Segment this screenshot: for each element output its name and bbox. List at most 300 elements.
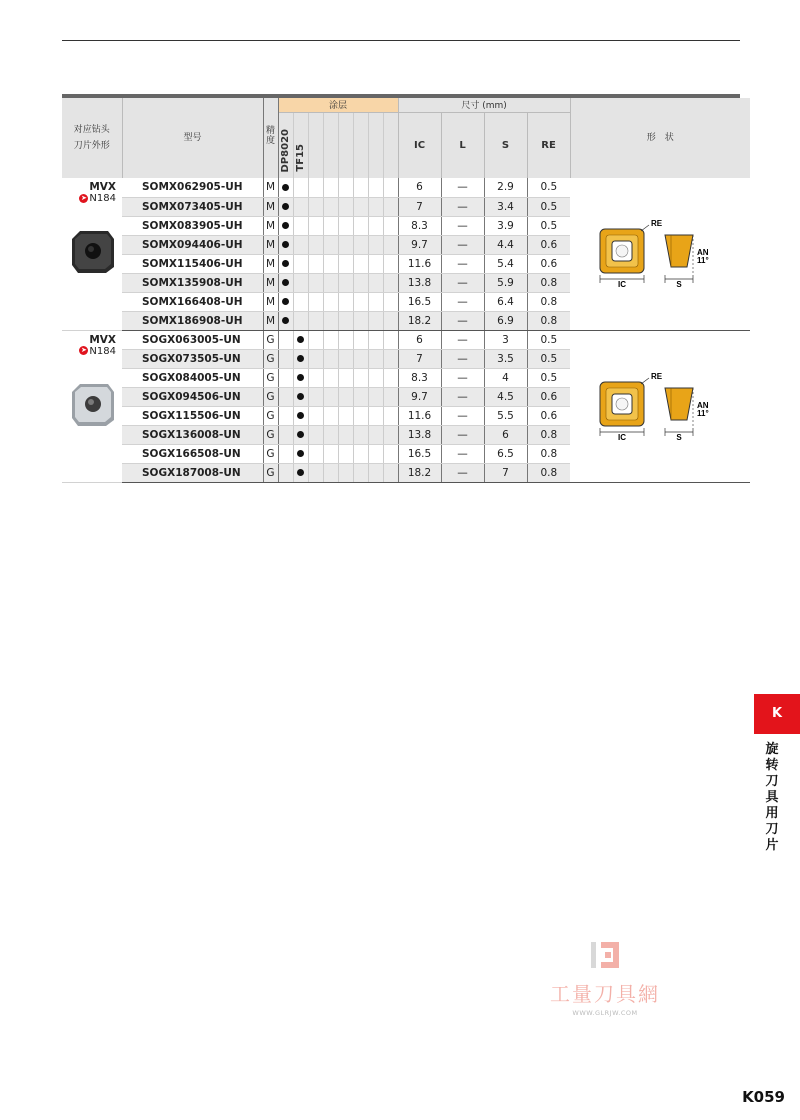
coating-empty-cell bbox=[383, 254, 398, 273]
coating-empty-cell bbox=[368, 349, 383, 368]
header-model: 型号 bbox=[122, 98, 263, 178]
dim-l-cell: — bbox=[441, 425, 484, 444]
svg-text:11°: 11° bbox=[697, 256, 709, 266]
coating-empty-cell bbox=[383, 463, 398, 482]
dim-re-cell: 0.5 bbox=[527, 349, 570, 368]
coating-empty-cell bbox=[323, 425, 338, 444]
coating-empty-cell bbox=[383, 387, 398, 406]
dim-ic-cell: 11.6 bbox=[398, 406, 441, 425]
coating-empty-cell bbox=[308, 444, 323, 463]
dim-l-cell: — bbox=[441, 349, 484, 368]
coating-dp8020-cell bbox=[278, 216, 293, 235]
coating-tf15-cell bbox=[293, 330, 308, 349]
section-tab-label: 旋转刀具用刀片 bbox=[765, 742, 779, 853]
watermark-url: WWW.GLRJW.COM bbox=[572, 1009, 638, 1017]
coating-empty-cell bbox=[338, 254, 353, 273]
header-coating-tf15-label: TF15 bbox=[295, 144, 306, 172]
coating-empty-cell bbox=[308, 368, 323, 387]
page-number: K059 bbox=[742, 1088, 785, 1106]
coating-empty-cell bbox=[308, 311, 323, 330]
dim-ic-cell: 7 bbox=[398, 349, 441, 368]
coating-dp8020-cell bbox=[278, 197, 293, 216]
coating-empty-cell bbox=[368, 292, 383, 311]
coating-empty-cell bbox=[308, 273, 323, 292]
coating-empty-cell bbox=[308, 292, 323, 311]
coating-empty-cell bbox=[338, 216, 353, 235]
coating-empty-cell bbox=[308, 463, 323, 482]
svg-text:S: S bbox=[676, 280, 682, 288]
dim-l-cell: — bbox=[441, 330, 484, 349]
coating-empty-cell bbox=[338, 330, 353, 349]
coating-empty-cell bbox=[338, 273, 353, 292]
coating-empty-cell bbox=[308, 330, 323, 349]
watermark-title: 工量刀具網 bbox=[550, 982, 660, 1006]
coating-empty-cell bbox=[353, 254, 368, 273]
header-shape: 形 状 bbox=[570, 98, 750, 178]
drill-ref-text: N184 bbox=[89, 345, 116, 357]
dim-re-cell: 0.5 bbox=[527, 368, 570, 387]
coating-empty-cell bbox=[353, 444, 368, 463]
svg-text:11°: 11° bbox=[697, 408, 709, 418]
shape-drawing-cell bbox=[570, 330, 750, 482]
drill-name: MVX bbox=[89, 333, 116, 346]
availability-dot-icon bbox=[297, 393, 304, 400]
dim-re-cell: 0.8 bbox=[527, 425, 570, 444]
coating-empty-cell bbox=[383, 178, 398, 197]
coating-empty-cell bbox=[308, 216, 323, 235]
grade-cell: M bbox=[263, 292, 278, 311]
drill-ref-link[interactable] bbox=[62, 193, 122, 205]
coating-empty-cell bbox=[323, 292, 338, 311]
grade-cell: G bbox=[263, 425, 278, 444]
grade-cell: G bbox=[263, 406, 278, 425]
coating-dp8020-cell bbox=[278, 444, 293, 463]
watermark-logo-icon bbox=[585, 940, 625, 970]
coating-tf15-cell bbox=[293, 216, 308, 235]
coating-empty-cell bbox=[308, 197, 323, 216]
dim-re-cell: 0.6 bbox=[527, 406, 570, 425]
availability-dot-icon bbox=[297, 412, 304, 419]
coating-empty-cell bbox=[383, 406, 398, 425]
coating-empty-cell bbox=[323, 463, 338, 482]
dim-ic-cell: 13.8 bbox=[398, 273, 441, 292]
model-cell: SOMX073405-UH bbox=[122, 197, 263, 216]
model-cell: SOMX083905-UH bbox=[122, 216, 263, 235]
header-dim-ic: IC bbox=[398, 112, 441, 178]
grade-cell: G bbox=[263, 330, 278, 349]
coating-empty-cell bbox=[383, 273, 398, 292]
insert-drawing bbox=[570, 217, 750, 290]
model-cell: SOGX115506-UN bbox=[122, 406, 263, 425]
grade-cell: M bbox=[263, 235, 278, 254]
dim-s-cell: 3.9 bbox=[484, 216, 527, 235]
coating-empty-cell bbox=[353, 349, 368, 368]
dim-ic-cell: 13.8 bbox=[398, 425, 441, 444]
coating-empty-cell bbox=[383, 292, 398, 311]
coating-empty-cell bbox=[383, 444, 398, 463]
model-cell: SOMX094406-UH bbox=[122, 235, 263, 254]
svg-text:IC: IC bbox=[618, 280, 627, 288]
coating-empty-cell bbox=[353, 463, 368, 482]
coating-empty-cell bbox=[368, 254, 383, 273]
dim-re-cell: 0.6 bbox=[527, 387, 570, 406]
header-dim-l: L bbox=[441, 112, 484, 178]
dim-s-cell: 3.4 bbox=[484, 197, 527, 216]
dim-l-cell: — bbox=[441, 178, 484, 197]
coating-dp8020-cell bbox=[278, 368, 293, 387]
dim-ic-cell: 7 bbox=[398, 197, 441, 216]
coating-empty-cell bbox=[323, 273, 338, 292]
coating-tf15-cell bbox=[293, 444, 308, 463]
dim-l-cell: — bbox=[441, 254, 484, 273]
coating-empty-cell bbox=[353, 292, 368, 311]
coating-empty-cell bbox=[368, 463, 383, 482]
coating-dp8020-cell bbox=[278, 292, 293, 311]
spec-table-body bbox=[62, 178, 750, 482]
drill-ref-link[interactable] bbox=[62, 346, 122, 358]
model-cell: SOMX135908-UH bbox=[122, 273, 263, 292]
header-grade-label: 精度 bbox=[265, 126, 275, 146]
coating-empty-cell bbox=[368, 330, 383, 349]
dim-re-cell: 0.5 bbox=[527, 216, 570, 235]
dim-ic-cell: 16.5 bbox=[398, 444, 441, 463]
grade-cell: G bbox=[263, 349, 278, 368]
grade-cell: M bbox=[263, 311, 278, 330]
silver-insert-photo bbox=[68, 380, 116, 428]
dim-re-cell: 0.8 bbox=[527, 292, 570, 311]
dim-l-cell: — bbox=[441, 273, 484, 292]
coating-tf15-cell bbox=[293, 463, 308, 482]
coating-empty-cell bbox=[368, 406, 383, 425]
coating-empty-cell bbox=[323, 387, 338, 406]
drill-name: MVX bbox=[89, 181, 116, 193]
source-drill-cell bbox=[62, 178, 122, 330]
coating-empty-cell bbox=[338, 444, 353, 463]
coating-empty-cell bbox=[383, 330, 398, 349]
coating-tf15-cell bbox=[293, 254, 308, 273]
model-cell: SOMX186908-UH bbox=[122, 311, 263, 330]
dim-s-cell: 5.5 bbox=[484, 406, 527, 425]
coating-empty-cell bbox=[383, 349, 398, 368]
coating-empty-cell bbox=[338, 349, 353, 368]
coating-dp8020-cell bbox=[278, 463, 293, 482]
coating-empty-cell bbox=[308, 349, 323, 368]
coating-empty-cell bbox=[338, 368, 353, 387]
coating-empty-cell bbox=[338, 463, 353, 482]
coating-empty-cell bbox=[368, 444, 383, 463]
coating-empty-cell bbox=[338, 425, 353, 444]
coating-empty-cell bbox=[383, 197, 398, 216]
model-cell: SOGX084005-UN bbox=[122, 368, 263, 387]
coating-empty-cell bbox=[353, 368, 368, 387]
dim-re-cell: 0.5 bbox=[527, 330, 570, 349]
drill-ref-text: N184 bbox=[89, 193, 116, 204]
svg-text:AN: AN bbox=[697, 248, 709, 258]
coating-empty-cell bbox=[323, 216, 338, 235]
svg-text:AN: AN bbox=[697, 400, 709, 410]
dim-ic-cell: 6 bbox=[398, 330, 441, 349]
dim-ic-cell: 18.2 bbox=[398, 311, 441, 330]
dim-l-cell: — bbox=[441, 311, 484, 330]
dim-re-cell: 0.5 bbox=[527, 197, 570, 216]
grade-cell: M bbox=[263, 216, 278, 235]
dim-ic-cell: 6 bbox=[398, 178, 441, 197]
availability-dot-icon bbox=[297, 469, 304, 476]
coating-empty-cell bbox=[308, 425, 323, 444]
coating-tf15-cell bbox=[293, 311, 308, 330]
coating-dp8020-cell bbox=[278, 254, 293, 273]
grade-cell: G bbox=[263, 444, 278, 463]
coating-empty-cell bbox=[323, 311, 338, 330]
coating-dp8020-cell bbox=[278, 425, 293, 444]
source-drill-cell bbox=[62, 330, 122, 482]
availability-dot-icon bbox=[297, 336, 304, 343]
dim-ic-cell: 11.6 bbox=[398, 254, 441, 273]
header-dim-s: S bbox=[484, 112, 527, 178]
coating-empty-cell bbox=[323, 406, 338, 425]
coating-empty-cell bbox=[353, 178, 368, 197]
watermark bbox=[530, 940, 680, 1017]
model-cell: SOGX136008-UN bbox=[122, 425, 263, 444]
dim-ic-cell: 8.3 bbox=[398, 216, 441, 235]
spec-table bbox=[62, 98, 750, 483]
coating-dp8020-cell bbox=[278, 349, 293, 368]
coating-empty-cell bbox=[368, 368, 383, 387]
dim-l-cell: — bbox=[441, 368, 484, 387]
dim-re-cell: 0.8 bbox=[527, 463, 570, 482]
coating-empty-cell bbox=[323, 444, 338, 463]
header-coating-empty bbox=[383, 112, 398, 178]
coating-empty-cell bbox=[353, 425, 368, 444]
grade-cell: M bbox=[263, 254, 278, 273]
svg-text:S: S bbox=[676, 432, 682, 440]
header-coating-empty bbox=[323, 112, 338, 178]
availability-dot-icon bbox=[282, 241, 289, 248]
dim-s-cell: 6 bbox=[484, 425, 527, 444]
coating-tf15-cell bbox=[293, 178, 308, 197]
coating-empty-cell bbox=[353, 406, 368, 425]
availability-dot-icon bbox=[297, 450, 304, 457]
coating-dp8020-cell bbox=[278, 406, 293, 425]
svg-text:RE: RE bbox=[651, 371, 663, 381]
header-grade bbox=[263, 98, 278, 178]
availability-dot-icon bbox=[282, 203, 289, 210]
availability-dot-icon bbox=[282, 222, 289, 229]
coating-empty-cell bbox=[353, 197, 368, 216]
arrow-right-icon: ➤ bbox=[80, 346, 87, 354]
coating-tf15-cell bbox=[293, 349, 308, 368]
dim-l-cell: — bbox=[441, 235, 484, 254]
dim-ic-cell: 8.3 bbox=[398, 368, 441, 387]
coating-empty-cell bbox=[368, 197, 383, 216]
availability-dot-icon bbox=[282, 298, 289, 305]
coating-tf15-cell bbox=[293, 292, 308, 311]
model-cell: SOMX062905-UH bbox=[122, 178, 263, 197]
dim-s-cell: 6.5 bbox=[484, 444, 527, 463]
coating-dp8020-cell bbox=[278, 330, 293, 349]
coating-empty-cell bbox=[308, 406, 323, 425]
dim-l-cell: — bbox=[441, 292, 484, 311]
coating-dp8020-cell bbox=[278, 387, 293, 406]
coating-empty-cell bbox=[368, 273, 383, 292]
coating-empty-cell bbox=[368, 311, 383, 330]
availability-dot-icon bbox=[297, 431, 304, 438]
table-row bbox=[62, 330, 750, 349]
coating-empty-cell bbox=[368, 425, 383, 444]
dim-l-cell: — bbox=[441, 463, 484, 482]
coating-empty-cell bbox=[323, 330, 338, 349]
dim-re-cell: 0.8 bbox=[527, 444, 570, 463]
coating-empty-cell bbox=[368, 216, 383, 235]
coating-empty-cell bbox=[353, 235, 368, 254]
coating-empty-cell bbox=[338, 292, 353, 311]
dim-l-cell: — bbox=[441, 216, 484, 235]
coating-empty-cell bbox=[323, 349, 338, 368]
dim-ic-cell: 9.7 bbox=[398, 235, 441, 254]
dim-s-cell: 3.5 bbox=[484, 349, 527, 368]
coating-empty-cell bbox=[338, 406, 353, 425]
dim-s-cell: 6.4 bbox=[484, 292, 527, 311]
section-tab-k: K bbox=[754, 694, 800, 734]
availability-dot-icon bbox=[282, 260, 289, 267]
coating-empty-cell bbox=[383, 235, 398, 254]
grade-cell: G bbox=[263, 463, 278, 482]
coating-empty-cell bbox=[323, 178, 338, 197]
dim-l-cell: — bbox=[441, 197, 484, 216]
availability-dot-icon bbox=[282, 279, 289, 286]
dim-s-cell: 4.4 bbox=[484, 235, 527, 254]
coating-tf15-cell bbox=[293, 235, 308, 254]
insert-drawing bbox=[570, 370, 750, 443]
availability-dot-icon bbox=[282, 317, 289, 324]
dim-l-cell: — bbox=[441, 406, 484, 425]
dim-s-cell: 3 bbox=[484, 330, 527, 349]
black-insert-photo bbox=[68, 227, 116, 275]
dim-re-cell: 0.6 bbox=[527, 235, 570, 254]
dim-s-cell: 5.9 bbox=[484, 273, 527, 292]
dim-l-cell: — bbox=[441, 387, 484, 406]
dim-s-cell: 4.5 bbox=[484, 387, 527, 406]
coating-empty-cell bbox=[338, 235, 353, 254]
header-coating-dp8020 bbox=[278, 112, 293, 178]
header-coating: 涂层 bbox=[278, 98, 398, 112]
spec-table-wrap bbox=[62, 94, 740, 483]
coating-dp8020-cell bbox=[278, 178, 293, 197]
coating-empty-cell bbox=[338, 178, 353, 197]
coating-empty-cell bbox=[383, 311, 398, 330]
coating-tf15-cell bbox=[293, 425, 308, 444]
coating-empty-cell bbox=[353, 330, 368, 349]
model-cell: SOGX094506-UN bbox=[122, 387, 263, 406]
grade-cell: M bbox=[263, 178, 278, 197]
coating-empty-cell bbox=[338, 311, 353, 330]
coating-empty-cell bbox=[368, 235, 383, 254]
coating-empty-cell bbox=[323, 254, 338, 273]
header-dim-re: RE bbox=[527, 112, 570, 178]
dim-re-cell: 0.8 bbox=[527, 311, 570, 330]
grade-cell: G bbox=[263, 368, 278, 387]
grade-cell: M bbox=[263, 273, 278, 292]
header-coating-dp8020-label: DP8020 bbox=[280, 128, 291, 172]
coating-tf15-cell bbox=[293, 368, 308, 387]
header-dimension: 尺寸 (mm) bbox=[398, 98, 570, 112]
dim-ic-cell: 16.5 bbox=[398, 292, 441, 311]
coating-empty-cell bbox=[338, 197, 353, 216]
coating-empty-cell bbox=[368, 387, 383, 406]
header-source-line2: 刀片外形 bbox=[73, 141, 110, 151]
svg-text:IC: IC bbox=[618, 432, 627, 440]
coating-empty-cell bbox=[323, 235, 338, 254]
coating-empty-cell bbox=[353, 387, 368, 406]
dim-s-cell: 7 bbox=[484, 463, 527, 482]
coating-dp8020-cell bbox=[278, 311, 293, 330]
availability-dot-icon bbox=[297, 374, 304, 381]
coating-empty-cell bbox=[383, 425, 398, 444]
header-source bbox=[62, 98, 122, 178]
coating-empty-cell bbox=[323, 368, 338, 387]
coating-empty-cell bbox=[323, 197, 338, 216]
coating-empty-cell bbox=[353, 273, 368, 292]
dim-ic-cell: 18.2 bbox=[398, 463, 441, 482]
dim-ic-cell: 9.7 bbox=[398, 387, 441, 406]
coating-tf15-cell bbox=[293, 197, 308, 216]
model-cell: SOGX073505-UN bbox=[122, 349, 263, 368]
coating-empty-cell bbox=[308, 178, 323, 197]
header-coating-empty bbox=[308, 112, 323, 178]
svg-text:RE: RE bbox=[651, 219, 663, 229]
model-cell: SOGX187008-UN bbox=[122, 463, 263, 482]
coating-empty-cell bbox=[383, 216, 398, 235]
coating-tf15-cell bbox=[293, 406, 308, 425]
coating-dp8020-cell bbox=[278, 273, 293, 292]
coating-empty-cell bbox=[308, 235, 323, 254]
coating-empty-cell bbox=[308, 387, 323, 406]
coating-empty-cell bbox=[383, 368, 398, 387]
coating-tf15-cell bbox=[293, 387, 308, 406]
coating-empty-cell bbox=[308, 254, 323, 273]
availability-dot-icon bbox=[297, 355, 304, 362]
coating-empty-cell bbox=[368, 178, 383, 197]
shape-drawing-cell bbox=[570, 178, 750, 330]
header-coating-empty bbox=[338, 112, 353, 178]
model-cell: SOMX166408-UH bbox=[122, 292, 263, 311]
header-source-line1: 对应钻头 bbox=[73, 125, 110, 135]
dim-s-cell: 4 bbox=[484, 368, 527, 387]
header-coating-empty bbox=[368, 112, 383, 178]
coating-empty-cell bbox=[353, 216, 368, 235]
dim-re-cell: 0.8 bbox=[527, 273, 570, 292]
dim-l-cell: — bbox=[441, 444, 484, 463]
coating-tf15-cell bbox=[293, 273, 308, 292]
model-cell: SOGX166508-UN bbox=[122, 444, 263, 463]
model-cell: SOGX063005-UN bbox=[122, 330, 263, 349]
availability-dot-icon bbox=[282, 184, 289, 191]
grade-cell: G bbox=[263, 387, 278, 406]
dim-s-cell: 2.9 bbox=[484, 178, 527, 197]
dim-re-cell: 0.5 bbox=[527, 178, 570, 197]
top-rule bbox=[62, 40, 740, 41]
header-coating-empty bbox=[353, 112, 368, 178]
model-cell: SOMX115406-UH bbox=[122, 254, 263, 273]
table-row bbox=[62, 178, 750, 197]
dim-s-cell: 6.9 bbox=[484, 311, 527, 330]
coating-empty-cell bbox=[353, 311, 368, 330]
arrow-right-icon: ➤ bbox=[80, 193, 87, 202]
header-coating-tf15 bbox=[293, 112, 308, 178]
coating-empty-cell bbox=[338, 387, 353, 406]
grade-cell: M bbox=[263, 197, 278, 216]
dim-re-cell: 0.6 bbox=[527, 254, 570, 273]
